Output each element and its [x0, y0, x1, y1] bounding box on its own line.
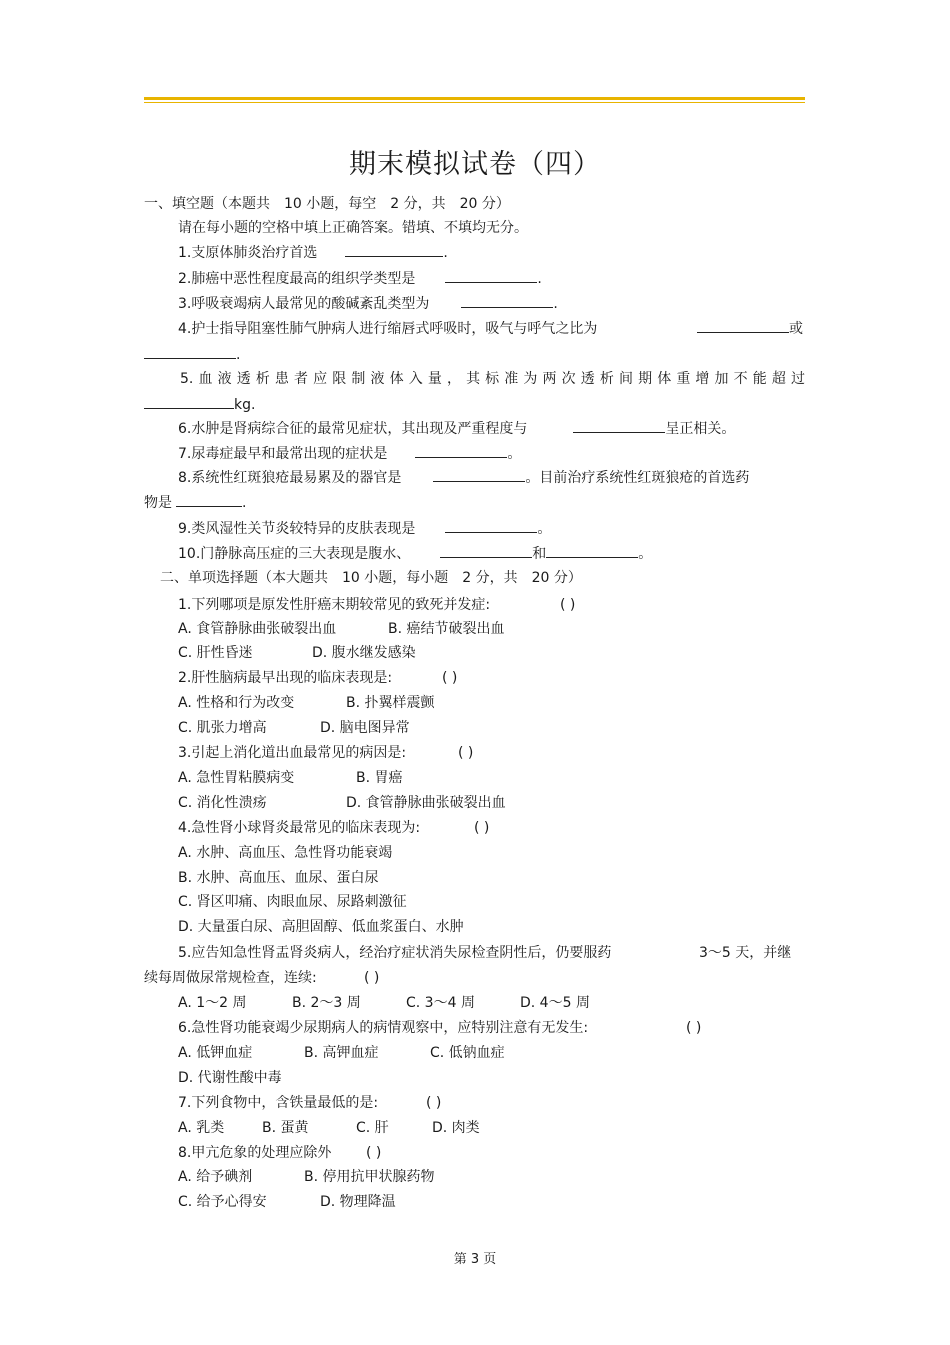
option-d[interactable]: D. 大量蛋白尿、高胆固醇、低血浆蛋白、水肿 [178, 919, 464, 935]
option-c[interactable]: C. 肌张力增高 [178, 720, 267, 736]
fill-question-5: 5.血液透析患者应限制液体入量，其标准为两次透析间期体重增加不能超过 [180, 371, 805, 387]
section1-instruction: 请在每小题的空格中填上正确答案。错填、不填均无分。 [178, 220, 528, 236]
header-rule-thin [144, 102, 805, 103]
answer-paren[interactable]: ( ) [442, 670, 458, 686]
question-text: 7.尿毒症最早和最常出现的症状是 [178, 446, 388, 462]
option-d[interactable]: D. 食管静脉曲张破裂出血 [346, 795, 506, 811]
answer-paren[interactable]: ( ) [474, 820, 490, 836]
choice-question-5-cont: 续每周做尿常规检查，连续: [144, 970, 317, 986]
answer-blank[interactable] [176, 494, 242, 507]
option-b[interactable]: B. 水肿、高血压、血尿、蛋白尿 [178, 870, 379, 886]
page-number: 第 3 页 [453, 1252, 497, 1267]
option-b[interactable]: B. 2～3 周 [292, 995, 361, 1011]
answer-blank[interactable] [415, 445, 507, 458]
fill-question-4-cont: . [144, 346, 240, 364]
header-rule [144, 97, 805, 100]
question-text: 10.门静脉高压症的三大表现是腹水、 [178, 546, 411, 562]
option-d[interactable]: D. 4～5 周 [520, 995, 590, 1011]
answer-paren[interactable]: ( ) [426, 1095, 442, 1111]
option-c[interactable]: C. 低钠血症 [430, 1045, 505, 1061]
option-d[interactable]: D. 物理降温 [320, 1194, 396, 1210]
option-a[interactable]: A. 乳类 [178, 1120, 225, 1136]
option-a[interactable]: A. 急性胃粘膜病变 [178, 770, 295, 786]
option-b[interactable]: B. 停用抗甲状腺药物 [304, 1169, 435, 1185]
fill-question-4-tail: 或 [697, 320, 803, 338]
fill-question-5-cont: kg. [144, 396, 255, 414]
option-a[interactable]: A. 1～2 周 [178, 995, 247, 1011]
option-c[interactable]: C. 3～4 周 [406, 995, 475, 1011]
fill-question-9: 9.类风湿性关节炎较特异的皮肤表现是 。 [178, 521, 552, 537]
fill-question-2: 2.肺癌中恶性程度最高的组织学类型是 . [178, 271, 542, 287]
option-a[interactable]: A. 性格和行为改变 [178, 695, 295, 711]
option-d[interactable]: D. 脑电图异常 [320, 720, 410, 736]
fill-question-7: 7.尿毒症最早和最常出现的症状是 。 [178, 446, 522, 462]
option-d[interactable]: D. 代谢性酸中毒 [178, 1070, 282, 1086]
page-title: 期末模拟试卷（四） [349, 149, 601, 180]
option-b[interactable]: B. 蛋黄 [262, 1120, 309, 1136]
fill-question-8-cont: 物是 . [144, 495, 247, 511]
choice-question-8: 8.甲亢危象的处理应除外 [178, 1145, 332, 1161]
option-c[interactable]: C. 肝性昏迷 [178, 645, 253, 661]
option-c[interactable]: C. 肾区叩痛、肉眼血尿、尿路刺激征 [178, 894, 407, 910]
option-b[interactable]: B. 胃癌 [356, 770, 403, 786]
answer-blank[interactable] [461, 295, 553, 308]
question-text: 4.护士指导阻塞性肺气肿病人进行缩唇式呼吸时，吸气与呼气之比为 [178, 321, 598, 337]
fill-question-10: 10.门静脉高压症的三大表现是腹水、 和 。 [178, 546, 653, 562]
answer-blank[interactable] [697, 320, 789, 333]
answer-blank[interactable] [433, 469, 525, 482]
answer-blank[interactable] [440, 545, 532, 558]
choice-question-5: 5.应告知急性肾盂肾炎病人，经治疗症状消失尿检查阴性后，仍要服药 [178, 945, 612, 961]
choice-question-2: 2.肝性脑病最早出现的临床表现是: [178, 670, 393, 686]
question-text: 1.支原体肺炎治疗首选 [178, 245, 318, 261]
answer-blank[interactable] [445, 270, 537, 283]
choice-question-4: 4.急性肾小球肾炎最常见的临床表现为: [178, 820, 421, 836]
option-c[interactable]: C. 消化性溃疡 [178, 795, 267, 811]
answer-blank[interactable] [546, 545, 638, 558]
fill-question-6: 6.水肿是肾病综合征的最常见症状，其出现及严重程度与 呈正相关。 [178, 421, 736, 437]
option-a[interactable]: A. 水肿、高血压、急性肾功能衰竭 [178, 845, 393, 861]
fill-question-8: 8.系统性红斑狼疮最易累及的器官是 。目前治疗系统性红斑狼疮的首选药 [178, 470, 750, 486]
choice-question-5-tail: 3～5 天，并继 [699, 945, 792, 961]
answer-paren[interactable]: ( ) [366, 1145, 382, 1161]
question-text: 9.类风湿性关节炎较特异的皮肤表现是 [178, 521, 416, 537]
option-b[interactable]: B. 扑翼样震颤 [346, 695, 435, 711]
choice-question-3: 3.引起上消化道出血最常见的病因是: [178, 745, 407, 761]
question-text: 3.呼吸衰竭病人最常见的酸碱紊乱类型为 [178, 296, 430, 312]
answer-blank[interactable] [345, 244, 443, 257]
answer-blank[interactable] [445, 520, 537, 533]
fill-question-4 [178, 320, 597, 338]
answer-blank[interactable] [144, 396, 234, 409]
answer-blank[interactable] [144, 346, 236, 359]
answer-paren[interactable]: ( ) [364, 970, 380, 986]
choice-question-6: 6.急性肾功能衰竭少尿期病人的病情观察中，应特别注意有无发生: [178, 1020, 589, 1036]
option-c[interactable]: C. 给予心得安 [178, 1194, 267, 1210]
question-text: 2.肺癌中恶性程度最高的组织学类型是 [178, 271, 416, 287]
answer-blank[interactable] [573, 420, 665, 433]
option-d[interactable]: D. 腹水继发感染 [312, 645, 416, 661]
question-text: 8.系统性红斑狼疮最易累及的器官是 [178, 470, 402, 486]
fill-question-1: 1.支原体肺炎治疗首选 . [178, 245, 448, 261]
option-a[interactable]: A. 给予碘剂 [178, 1169, 253, 1185]
fill-question-3: 3.呼吸衰竭病人最常见的酸碱紊乱类型为 . [178, 296, 558, 312]
answer-paren[interactable]: ( ) [458, 745, 474, 761]
answer-paren[interactable]: ( ) [686, 1020, 702, 1036]
option-b[interactable]: B. 高钾血症 [304, 1045, 379, 1061]
question-text: 6.水肿是肾病综合征的最常见症状，其出现及严重程度与 [178, 421, 528, 437]
option-b[interactable]: B. 癌结节破裂出血 [388, 621, 505, 637]
option-a[interactable]: A. 食管静脉曲张破裂出血 [178, 621, 337, 637]
answer-paren[interactable]: ( ) [560, 597, 576, 613]
option-a[interactable]: A. 低钾血症 [178, 1045, 253, 1061]
section2-heading: 二、单项选择题（本大题共 10 小题，每小题 2 分，共 20 分） [160, 570, 582, 586]
choice-question-1: 1.下列哪项是原发性肝癌末期较常见的致死并发症: [178, 597, 491, 613]
choice-question-7: 7.下列食物中，含铁量最低的是: [178, 1095, 379, 1111]
option-c[interactable]: C. 肝 [356, 1120, 389, 1136]
section1-heading: 一、填空题（本题共 10 小题，每空 2 分，共 20 分） [144, 196, 510, 212]
option-d[interactable]: D. 肉类 [432, 1120, 480, 1136]
